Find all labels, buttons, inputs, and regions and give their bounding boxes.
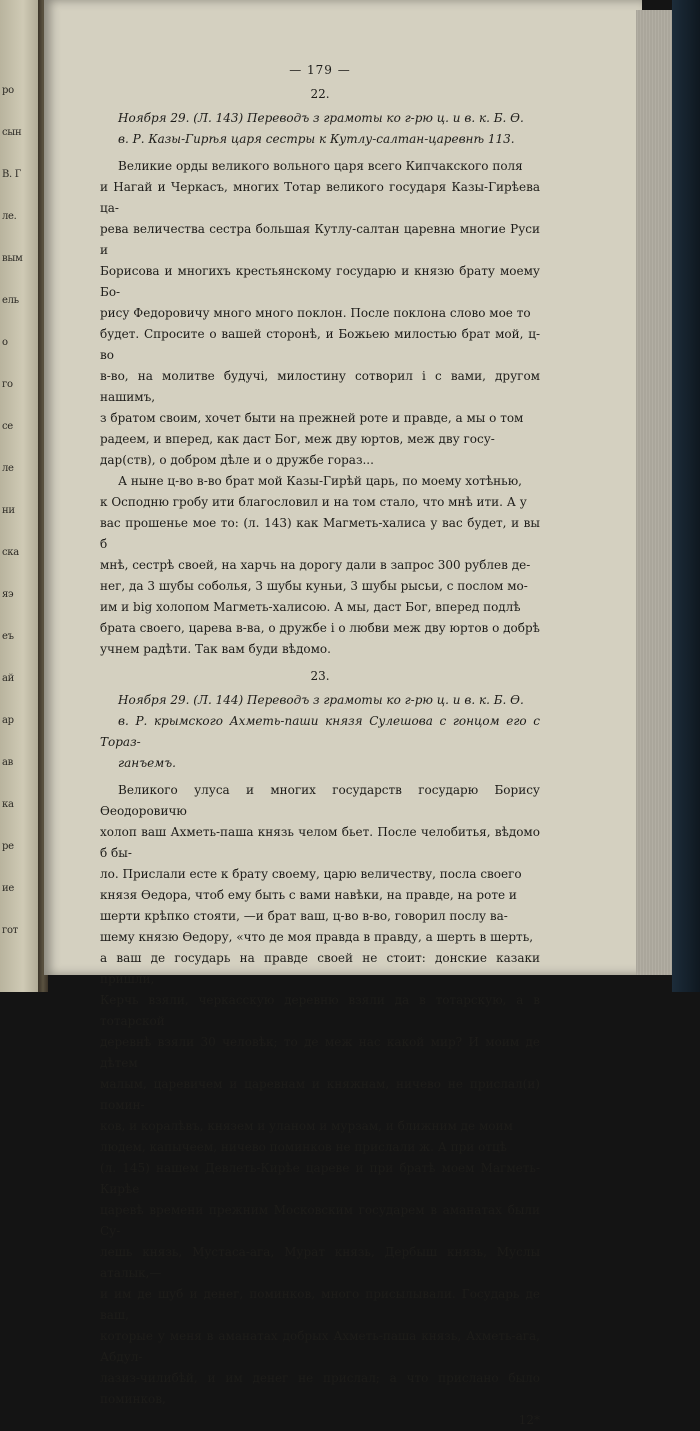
text-line: шему князю Ѳедору, «что де моя правда в правду, а шерть в шерть, <box>100 930 534 944</box>
document-22-number: 22. <box>310 87 330 101</box>
text-line: и им де шуб и денег, поминков, много присылывали. Государь де ваш, <box>100 1287 540 1322</box>
signature-mark: 12* <box>518 1413 540 1427</box>
left-page-text-fragment: ие <box>2 883 14 894</box>
left-page-text-fragment: яэ <box>2 589 14 600</box>
page-text <box>100 60 540 1431</box>
text-line: рева величества сестра большая Кутлу-салтан царевна многие Руси и <box>100 222 540 257</box>
text-line: брата своего, царева в-ва, о дружбе і о любви меж дву юртов о добрѣ <box>100 621 540 635</box>
text-line: царевѣ времени прежним Московским государем в аманатах были Су- <box>100 1203 540 1238</box>
left-page-text-fragment: ни <box>2 505 15 516</box>
left-page-text-fragment: се <box>2 421 13 432</box>
left-page-text-fragment: го <box>2 379 13 390</box>
text-line: Великие орды великого вольного царя всего Кипчакского поля <box>118 159 523 173</box>
text-line: лешь князь, Мустаса-ага, Мурат князь, Дербыш князь, Муслы аталык,— <box>100 1245 540 1280</box>
document-22-header <box>100 108 540 150</box>
page-number: — 179 — <box>289 63 351 77</box>
text-line: им и big холопом Магметь-халисою. А мы, даст Бог, вперед подлѣ <box>100 600 521 614</box>
text-line: нег, да 3 шубы соболья, 3 шубы куньи, 3 шубы рысьи, с послом мо- <box>100 579 528 593</box>
document-23-header-line: Ноября 29. (Л. 144) Переводъ з грамоты ко г-рю ц. и в. к. Б. Ѳ. <box>118 693 524 707</box>
text-line: к Осподню гробу ити благословил и на том стало, что мнѣ ити. А у <box>100 495 527 509</box>
document-22-header-line: Ноября 29. (Л. 143) Переводъ з грамоты ко г-рю ц. и в. к. Б. Ѳ. <box>118 111 524 125</box>
document-23-paragraph-1 <box>100 780 540 1410</box>
left-page-text-fragment: ав <box>2 757 13 768</box>
left-page-text-fragment: гот <box>2 925 18 936</box>
text-line: дар(ств), о добром дѣле и о дружбе гораз... <box>100 453 374 467</box>
text-line: в-во, на молитве будучі, милостину сотворил і с вами, другом нашимъ, <box>100 369 540 404</box>
document-23-header-line: ганъемъ. <box>118 756 176 770</box>
text-line: ков, и коралѣвъ, князем и уланом и мурзам, и ближним де моим <box>100 1119 513 1133</box>
left-page-text-fragment: ле. <box>2 211 17 222</box>
text-line: лазиз-чилибѣй, и им денег не прислал; а что прислано было поминков, <box>100 1371 540 1406</box>
left-page-text-fragment: о <box>2 337 8 348</box>
book-cover <box>672 0 700 992</box>
text-line: (л. 145) нашем Девлеть-Кирѣе цареве и при братѣ моем Магметь-Кирѣе <box>100 1161 540 1196</box>
text-line: мнѣ, сестрѣ своей, на харчь на дорогу дали в запрос 300 рублев де- <box>100 558 531 572</box>
text-line: князя Ѳедора, чтоб ему быть с вами навѣки, на правде, на роте и <box>100 888 517 902</box>
left-page-text-fragment: ка <box>2 799 14 810</box>
text-line: будет. Спросите о вашей сторонѣ, и Божьею милостью брат мой, ц-во <box>100 327 540 362</box>
text-line: холоп ваш Ахметь-паша князь челом бьет. После челобитья, вѣдомо б бы- <box>100 825 540 860</box>
document-23-header <box>100 690 540 774</box>
text-line: деревнѣ взяли 30 человѣк; то де меж нас какой мир? И моим де дѣтем <box>100 1035 540 1070</box>
document-23-header-line: в. Р. крымского Ахметь-паши князя Сулешова с гонцом его с Тораз- <box>100 714 540 749</box>
left-page-edge <box>0 0 42 992</box>
left-page-text-fragment: еъ <box>2 631 14 642</box>
text-line: а ваш де государь на правде своей не стоит: донские казаки пришли, <box>100 951 540 986</box>
text-line: радеем, и вперед, как даст Бог, меж дву юртов, меж дву госу- <box>100 432 495 446</box>
text-line: Борисова и многихъ крестьянскому государю и князю брату моему Бо- <box>100 264 540 299</box>
text-line: людем, капычеем, ничево поминков не прислали ж. А при отцѣ <box>100 1140 507 1154</box>
document-22-header-line: в. Р. Казы-Гирѣя царя сестры к Кутлу-салтан-царевнѣ 113. <box>118 132 515 146</box>
left-page-text-fragment: ро <box>2 85 14 96</box>
text-line: А ныне ц-во в-во брат мой Казы-Гирѣй царь, по моему хотѣнью, <box>118 474 522 488</box>
text-line: и Нагай и Черкасъ, многих Тотар великого государя Казы-Гирѣева ца- <box>100 180 540 215</box>
left-page-text-fragment: ле <box>2 463 14 474</box>
text-line: учнем радѣти. Так вам буди вѣдомо. <box>100 642 331 656</box>
text-line: которые у меня в аманатах добрых Ахметь-паша князь, Ахметь-ага, Абдул- <box>100 1329 540 1364</box>
document-22-paragraph-1 <box>100 156 540 471</box>
left-page-text-fragment: ай <box>2 673 15 684</box>
document-23-number: 23. <box>310 669 330 683</box>
left-page-text-fragment: сын <box>2 127 22 138</box>
text-line: рису Федоровичу много много поклон. После поклона слово мое то <box>100 306 531 320</box>
text-line: з братом своим, хочет быти на прежней роте и правде, а мы о том <box>100 411 524 425</box>
text-line: малым, царевичем и царевнам и княжнам, ничево не прислал(и) помин- <box>100 1077 540 1112</box>
text-line: ло. Прислали есте к брату своему, царю величеству, посла своего <box>100 867 522 881</box>
document-22-paragraph-2 <box>100 471 540 660</box>
left-page-text-fragment: В. Г <box>2 169 22 180</box>
text-line: шерти крѣпко стояти, —и брат ваш, ц-во в-во, говорил послу ва- <box>100 909 508 923</box>
left-page-text-fragment: вым <box>2 253 23 264</box>
text-line: Великого улуса и многих государств государю Борису Ѳеодоровичю <box>100 783 540 818</box>
text-line: Керчь взяли, черкасскую деревню взяли да в тотарскую, а в тотарской <box>100 993 540 1028</box>
left-page-text-fragment: ска <box>2 547 19 558</box>
left-page-text-fragment: ар <box>2 715 14 726</box>
left-page-text-fragment: ель <box>2 295 19 306</box>
left-page-text-fragment: ре <box>2 841 14 852</box>
text-line: вас прошенье мое то: (л. 143) как Магметь-халиса у вас будет, и вы б <box>100 516 540 551</box>
